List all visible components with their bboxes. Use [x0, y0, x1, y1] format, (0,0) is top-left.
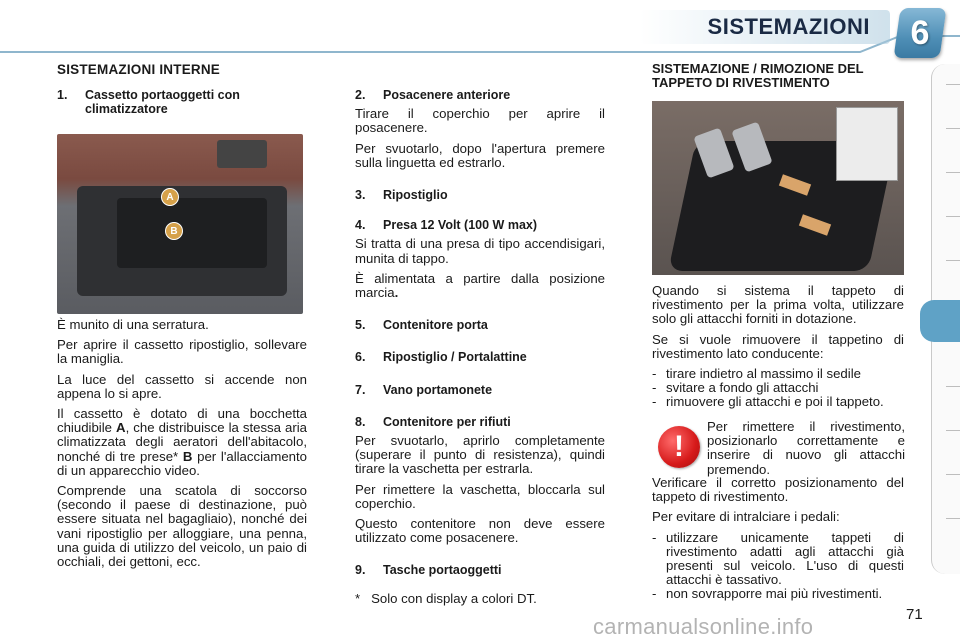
item-title: Vano portamonete — [383, 382, 493, 397]
paragraph: Per aprire il cassetto ripostiglio, sollevare la maniglia. — [57, 337, 307, 367]
page-title: SISTEMAZIONI — [707, 14, 870, 39]
dash: - — [652, 394, 657, 410]
tab-divider — [946, 386, 960, 387]
air-vent — [217, 140, 267, 168]
item-title: Tasche portaoggetti — [383, 563, 502, 578]
paragraph: Per evitare di intralciare i pedali: — [652, 509, 840, 525]
dash: - — [652, 529, 657, 545]
tab-divider — [946, 518, 960, 519]
paragraph: Questo contenitore non deve essere utilizzato come posacenere. — [355, 516, 605, 546]
paragraph: Per rimettere la vaschetta, bloccarla sul coperchio. — [355, 481, 605, 511]
paragraph — [355, 272, 605, 300]
list-item-text: non sovrapporre mai più rivestimenti. — [666, 586, 883, 602]
item-number: 9. — [355, 563, 366, 578]
item-heading — [355, 218, 605, 232]
chapter-tab-active[interactable] — [920, 300, 960, 342]
paragraph: Per svuotarlo, aprirlo completamente (superare il punto di resistenza), quindi tirare la vaschetta per estrarla. — [355, 433, 605, 477]
item-title: Contenitore per rifiuti — [383, 414, 511, 429]
column-2 — [355, 88, 605, 583]
item-number: 5. — [355, 318, 366, 333]
warning-text: Per rimettere il rivestimento, posizionarlo correttamente e inserire di nuovo gli attacchi premendo. — [707, 419, 905, 477]
section-title: SISTEMAZIONI INTERNE — [57, 62, 221, 77]
footnote — [355, 592, 605, 612]
dash: - — [652, 366, 657, 382]
paragraph — [57, 407, 307, 478]
item-title: Ripostiglio / Portalattine — [383, 350, 527, 365]
text-run: per l'allacciamento di un apparecchio video. — [57, 448, 307, 478]
item-heading — [355, 88, 605, 102]
marker-b: B — [165, 222, 183, 240]
list-item — [652, 395, 904, 409]
chapter-number: 6 — [910, 13, 930, 52]
list-item-text: utilizzare unicamente tappeti di rivestimento adatti agli attacchi già presenti sul veicolo. L'uso di questi attacchi è tassativo. — [666, 529, 904, 588]
glovebox-interior — [117, 198, 267, 268]
tab-divider — [946, 260, 960, 261]
list-item — [652, 367, 904, 381]
label-a: A — [116, 420, 126, 436]
label-b: B — [182, 448, 193, 464]
item-heading — [355, 188, 605, 202]
list-item — [652, 381, 904, 395]
item-number: 3. — [355, 188, 366, 203]
column-3-footer — [652, 476, 904, 608]
floor-mat-illustration — [652, 101, 904, 275]
item-title: Ripostiglio — [383, 188, 448, 203]
paragraph: Verificare il corretto posizionamento del tappeto di rivestimento. — [652, 475, 904, 505]
tab-divider — [946, 216, 960, 217]
list-item-text: svitare a fondo gli attacchi — [666, 380, 819, 396]
paragraph: Se si vuole rimuovere il tappetino di rivestimento lato conducente: — [652, 331, 904, 361]
removal-steps — [652, 367, 904, 410]
pedal-safety-list — [652, 531, 904, 602]
footnote-text: * Solo con display a colori DT. — [355, 591, 537, 606]
tab-divider — [946, 430, 960, 431]
item-heading — [355, 350, 605, 364]
warning-icon: ! — [658, 426, 700, 468]
page-number: 71 — [906, 606, 923, 623]
item-number: 8. — [355, 414, 366, 429]
paragraph: Quando si sistema il tappeto di rivestimento per la prima volta, utilizzare solo gli attacchi forniti in dotazione. — [652, 283, 904, 327]
list-item-text: tirare indietro al massimo il sedile — [666, 366, 861, 382]
tab-divider — [946, 84, 960, 85]
text-run: Il cassetto è dotato di una bocchetta chiudibile — [57, 406, 307, 436]
dash: - — [652, 586, 657, 602]
item-number: 1. — [57, 88, 68, 102]
item-title: Contenitore porta — [383, 318, 488, 333]
glovebox-illustration — [57, 134, 303, 314]
paragraph: Tirare il coperchio per aprire il posacenere. — [355, 106, 605, 136]
item-heading — [355, 383, 605, 397]
item-number: 4. — [355, 218, 366, 233]
fastener-detail — [836, 107, 898, 181]
item-number: 7. — [355, 382, 366, 397]
dash: - — [652, 380, 657, 396]
list-item — [652, 587, 904, 601]
item-heading — [355, 563, 605, 577]
paragraph: È munito di una serratura. — [57, 317, 209, 332]
item-heading — [57, 88, 303, 116]
item-title: Posacenere anteriore — [383, 88, 511, 102]
item-heading — [355, 318, 605, 332]
column-3-title: SISTEMAZIONE / RIMOZIONE DEL TAPPETO DI RIVESTIMENTO — [652, 61, 864, 90]
marker-a: A — [161, 188, 179, 206]
watermark: carmanualsonline.info — [593, 614, 814, 639]
paragraph: Si tratta di una presa di tipo accendisigari, munita di tappo. — [355, 236, 605, 266]
column-3-body — [652, 284, 904, 416]
column-1-head — [57, 88, 303, 121]
paragraph: La luce del cassetto si accende non appena lo si apre. — [57, 371, 307, 401]
text-run: È alimentata a partire dalla posizione marcia — [355, 270, 605, 301]
paragraph: Comprende una scatola di soccorso (secondo il paese di destinazione, può essere situata nel bagagliaio), nonché dei vani ripostiglio per alloggiare, una penna, una guida di utilizzo del veicolo, un paio di occhiali, dei gettoni, ecc. — [57, 483, 307, 570]
item-title: Cassetto portaoggetti con climatizzatore — [85, 88, 240, 117]
item-heading — [355, 415, 605, 429]
list-item — [652, 531, 904, 588]
text-run: . — [394, 285, 399, 301]
tab-divider — [946, 128, 960, 129]
tab-divider — [946, 172, 960, 173]
item-number: 2. — [355, 88, 366, 102]
item-title: Presa 12 Volt (100 W max) — [383, 218, 538, 233]
column-1-body — [57, 318, 307, 575]
tab-divider — [946, 474, 960, 475]
list-item-text: rimuovere gli attacchi e poi il tappeto. — [666, 394, 884, 410]
paragraph: Per svuotarlo, dopo l'apertura premere sulla linguetta ed estrarlo. — [355, 140, 605, 170]
text-run: , che distribuisce la stessa aria climatizzata degli aeratori dell'abitacolo, nonché di tre prese* — [57, 420, 308, 464]
item-number: 6. — [355, 350, 366, 365]
warning-note — [707, 420, 905, 483]
